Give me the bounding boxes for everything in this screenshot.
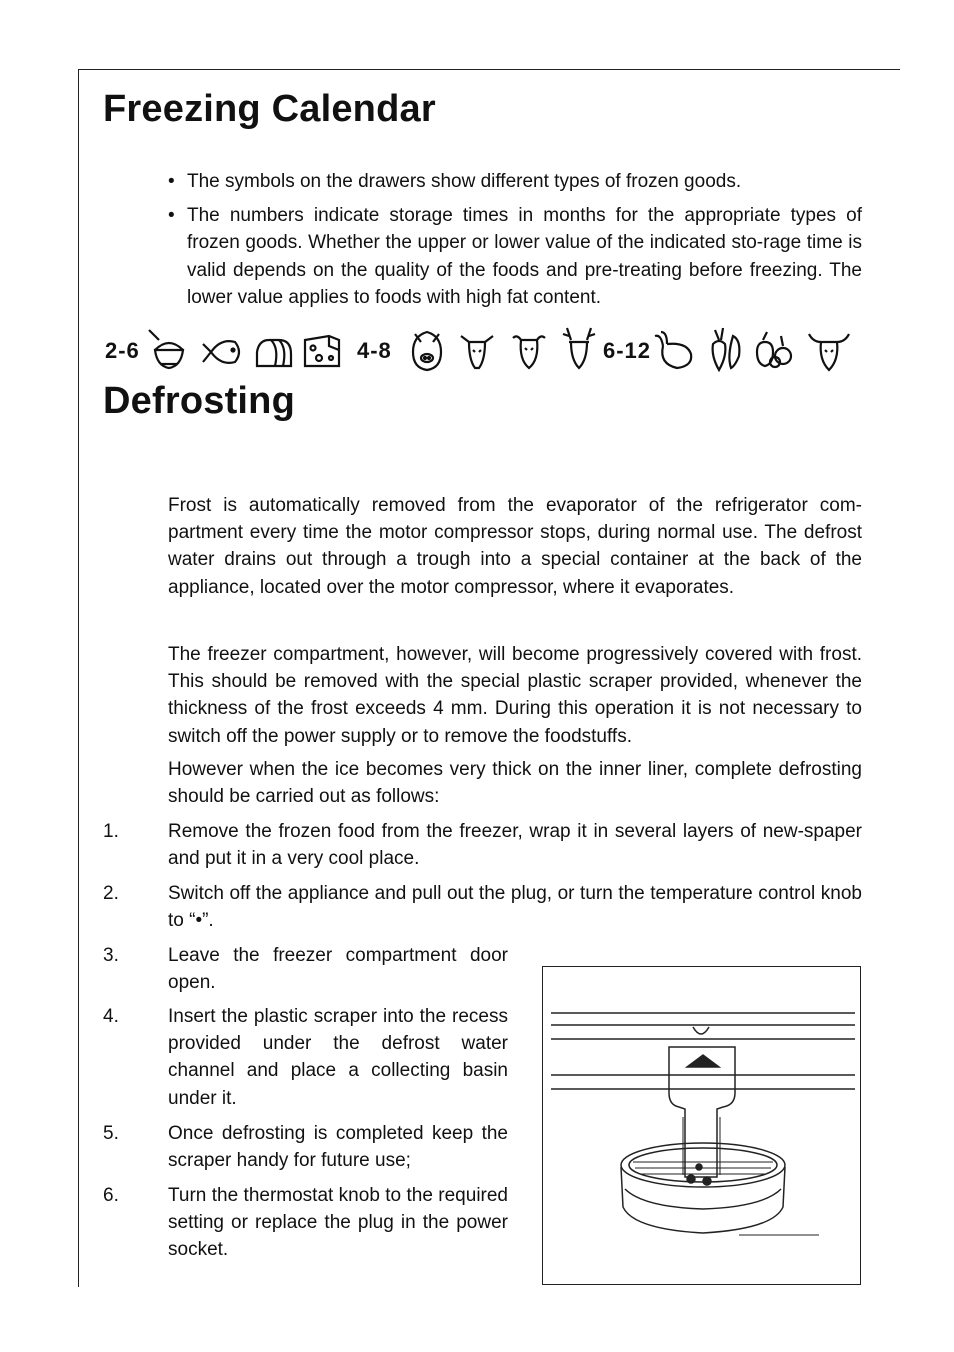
defrost-paragraph: However when the ice becomes very thick on the inner liner, complete defrosting should be carried out as follows:: [168, 759, 862, 808]
range-4-8-label: 4-8: [357, 338, 392, 363]
scraper-and-basin-drawing: [543, 967, 860, 1284]
game-icon: [557, 326, 601, 376]
defrost-paragraph: The freezer compartment, however, will become progressively covered with frost. This should be removed with the special plastic scraper provided, whenever the thickness of the frost exceeds 4 mm. During this operation it is not necessary to switch off the power supply or to remove the foodstuffs.: [168, 644, 862, 747]
freezing-calendar-heading: Freezing Calendar: [103, 88, 436, 130]
bullet-dot: •: [168, 204, 175, 226]
step-number: 6.: [103, 1185, 119, 1206]
step-text: Switch off the appliance and pull out the plug, or turn the temperature control knob to “•”.: [168, 883, 862, 932]
calendar-bullets: [168, 168, 862, 318]
bullet-text: The numbers indicate storage times in months for the appropriate types of frozen goods. Whether the upper or lower value of the indicated sto-rage time is valid depends on the quality of the foods and pre-treating before freezing. The lower value applies to foods with high fat content.: [187, 204, 862, 308]
step-number: 1.: [103, 821, 119, 842]
step-number: 5.: [103, 1123, 119, 1144]
veal-icon: [455, 326, 499, 376]
defrost-paragraph: Frost is automatically removed from the evaporator of the refrigerator com-partment every time the motor compressor stops, during normal use. The defrost water drains out through a trough into a special container at the back of the appliance, located over the motor compressor, where it evaporates.: [168, 495, 862, 598]
range-2-6-label: 2-6: [105, 338, 140, 363]
cheese-icon: [303, 326, 347, 376]
bullet-item: [168, 202, 862, 312]
bullet-item: [168, 168, 862, 196]
step-text: Remove the frozen food from the freezer, wrap it in several layers of new-spaper and put it in a very cool place.: [168, 821, 862, 870]
step-text: Insert the plastic scraper into the recess provided under the defrost water channel and place a collecting basin under it.: [168, 1006, 508, 1109]
poultry-icon: [651, 326, 695, 376]
pork-icon: [405, 326, 449, 376]
defrosting-heading: Defrosting: [103, 380, 295, 422]
soup-pot-icon: [147, 326, 191, 376]
left-rule: [78, 69, 79, 1287]
vegetables-icon: [705, 326, 749, 376]
fish-icon: [201, 326, 245, 376]
step-number: 2.: [103, 883, 119, 904]
bread-icon: [253, 326, 297, 376]
step-text: Leave the freezer compartment door open.: [168, 945, 508, 994]
bullet-text: The symbols on the drawers show different types of frozen goods.: [187, 171, 742, 192]
bullet-dot: •: [168, 171, 175, 192]
top-rule: [78, 69, 900, 70]
range-6-12-label: 6-12: [603, 338, 652, 363]
scraper-illustration: [542, 966, 861, 1285]
beef-icon: [807, 326, 851, 376]
fruit-icon: [753, 326, 797, 376]
freezing-calendar-symbols: [103, 326, 853, 378]
step-text: Turn the thermostat knob to the required setting or replace the plug in the power socket.: [168, 1185, 508, 1261]
step-number: 3.: [103, 945, 119, 966]
step-text: Once defrosting is completed keep the scraper handy for future use;: [168, 1123, 508, 1172]
step-number: 4.: [103, 1006, 119, 1027]
lamb-icon: [507, 326, 551, 376]
